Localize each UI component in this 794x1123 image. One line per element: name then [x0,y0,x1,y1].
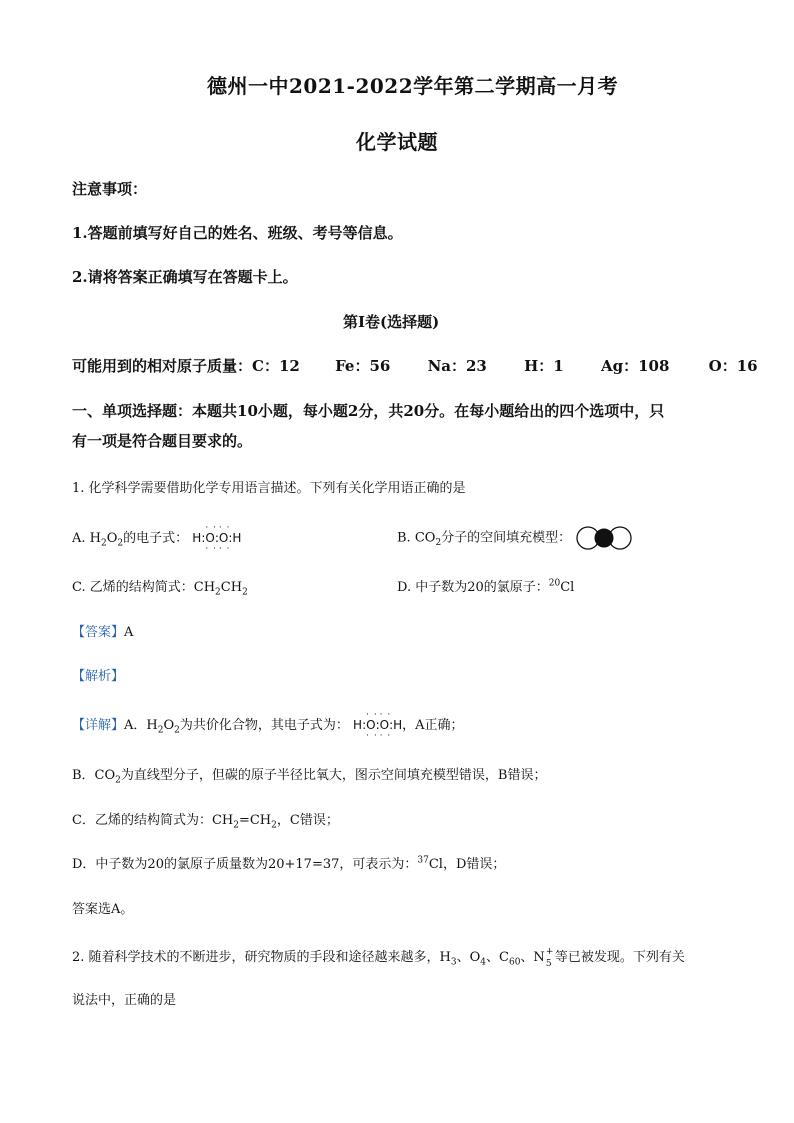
mass-o: O：16 [708,357,758,375]
h2o2-electron-formula [353,710,403,741]
detail-a [72,710,464,741]
detail-conclusion: 答案选A。 [72,902,134,917]
mass-fe: Fe：56 [335,357,391,375]
detail-text: O [163,718,175,733]
sub: 5 [545,958,552,969]
notice-item-2: 2.请将答案正确填写在答题卡上。 [72,268,298,286]
atom-h: H [393,718,403,732]
atom-o: O [205,531,215,545]
sub: 2 [215,587,221,598]
atomic-masses-label: 可能用到的相对原子质量： [72,357,253,375]
answer-label: 【答案】 [72,625,125,640]
atomic-masses [72,355,758,376]
detail-text: 为共价化合物，其电子式为： [179,718,349,733]
sub: 2 [271,820,277,831]
sub: 2 [157,725,164,736]
analysis-label: 【解析】 [72,669,125,684]
bond: : [375,718,380,732]
lone-pair: · · [205,544,217,554]
charge: + [545,946,554,957]
sub: 2 [101,538,107,549]
lone-pair: · · [205,523,217,533]
detail-text: B．CO [72,768,116,783]
lone-pair: · · [379,710,392,720]
q2-stem-line2: 说法中，正确的是 [72,993,177,1008]
detail-text: D．中子数为20的氯原子质量数为20+17=37，可表示为： [72,857,418,872]
h2o2-electron-formula [192,523,242,554]
n5-ion [545,946,555,969]
mass-number: 37 [417,855,429,866]
q1-option-c [72,576,248,598]
sub: 4 [480,957,487,968]
bond: : [214,531,219,545]
sub: 2 [435,538,442,549]
q1-option-d [397,576,574,595]
q2-text: 2. 随着科学技术的不断进步，研究物质的手段和途径越来越多，H [72,950,451,965]
q2-stem-line1 [72,946,685,968]
q1-c-text: CH [220,580,243,595]
detail-text: ，C错误； [276,813,339,828]
atom-h: H [232,531,242,545]
lone-pair: · · [218,523,231,533]
atom-o: O [218,531,229,545]
mass-c: C：12 [252,357,300,375]
atom-h: H [192,531,202,545]
detail-text: A．H [124,718,158,733]
sub: 3 [450,957,457,968]
detail-b [72,764,546,786]
q1-a-text: O [106,531,118,546]
bond: : [228,531,233,545]
sub: 2 [117,538,124,549]
q1-stem: 1. 化学科学需要借助化学专用语言描述。下列有关化学用语正确的是 [72,481,466,496]
co2-space-filling-model-icon [575,525,633,551]
document-title: 德州一中2021-2022学年第二学期高一月考 [207,74,619,98]
answer-line [72,621,133,640]
bond: : [389,718,394,732]
document-subtitle: 化学试题 [356,130,438,154]
mass-number: 20 [548,578,561,589]
q1-option-b [397,525,633,551]
sub: 2 [233,820,239,831]
atom-o: O [379,718,390,732]
detail-text: =CH [238,813,272,828]
atom-h: H [353,718,363,732]
q2-text: 、C [486,950,509,965]
detail-text: ，A正确； [402,718,464,733]
bond: : [362,718,367,732]
element-symbol: Cl [560,580,575,595]
detail-text: 为直线型分子，但碳的原子半径比氧大，图示空间填充模型错误，B错误； [120,768,547,783]
q2-text: 等已被发现。下列有关 [554,950,685,965]
part1-instruction-line2: 有一项是符合题目要求的。 [72,432,253,450]
mass-na: Na：23 [427,357,487,375]
detail-label: 【详解】 [72,718,125,733]
q2-text: 、O [456,950,481,965]
answer-value: A [124,625,134,640]
lone-pair: · · [379,731,392,741]
detail-d [72,853,505,872]
lone-pair: · · [366,731,378,741]
section-title: 第I卷(选择题) [343,313,440,331]
sub: 2 [242,587,248,598]
q1-option-a [72,523,242,554]
q1-a-text: 的电子式： [123,531,189,546]
lone-pair: · · [218,544,231,554]
mass-ag: Ag：108 [600,357,670,375]
atom-o: O [366,718,376,732]
q2-text: 、N [520,950,545,965]
sub: 60 [508,957,521,968]
bond: : [201,531,206,545]
q1-b-text: B. CO [397,530,436,546]
notice-item-1: 1.答题前填写好自己的姓名、班级、考号等信息。 [72,224,403,242]
detail-c [72,809,339,831]
detail-text: C．乙烯的结构简式为：CH [72,813,234,828]
q1-d-text: D. 中子数为20的氯原子： [397,580,549,595]
q1-b-text: 分子的空间填充模型： [441,530,572,546]
detail-text: Cl，D错误； [428,857,506,872]
lone-pair: · · [366,710,378,720]
q1-a-text: A. H [72,531,101,546]
part1-instruction-line1: 一、单项选择题：本题共10小题，每小题2分，共20分。在每小题给出的四个选项中，只 [72,402,665,420]
sub: 2 [174,725,180,736]
mass-h: H：1 [524,357,564,375]
notice-heading: 注意事项： [72,180,148,198]
sub: 2 [115,775,121,786]
q1-c-text: C. 乙烯的结构简式：CH [72,580,216,595]
